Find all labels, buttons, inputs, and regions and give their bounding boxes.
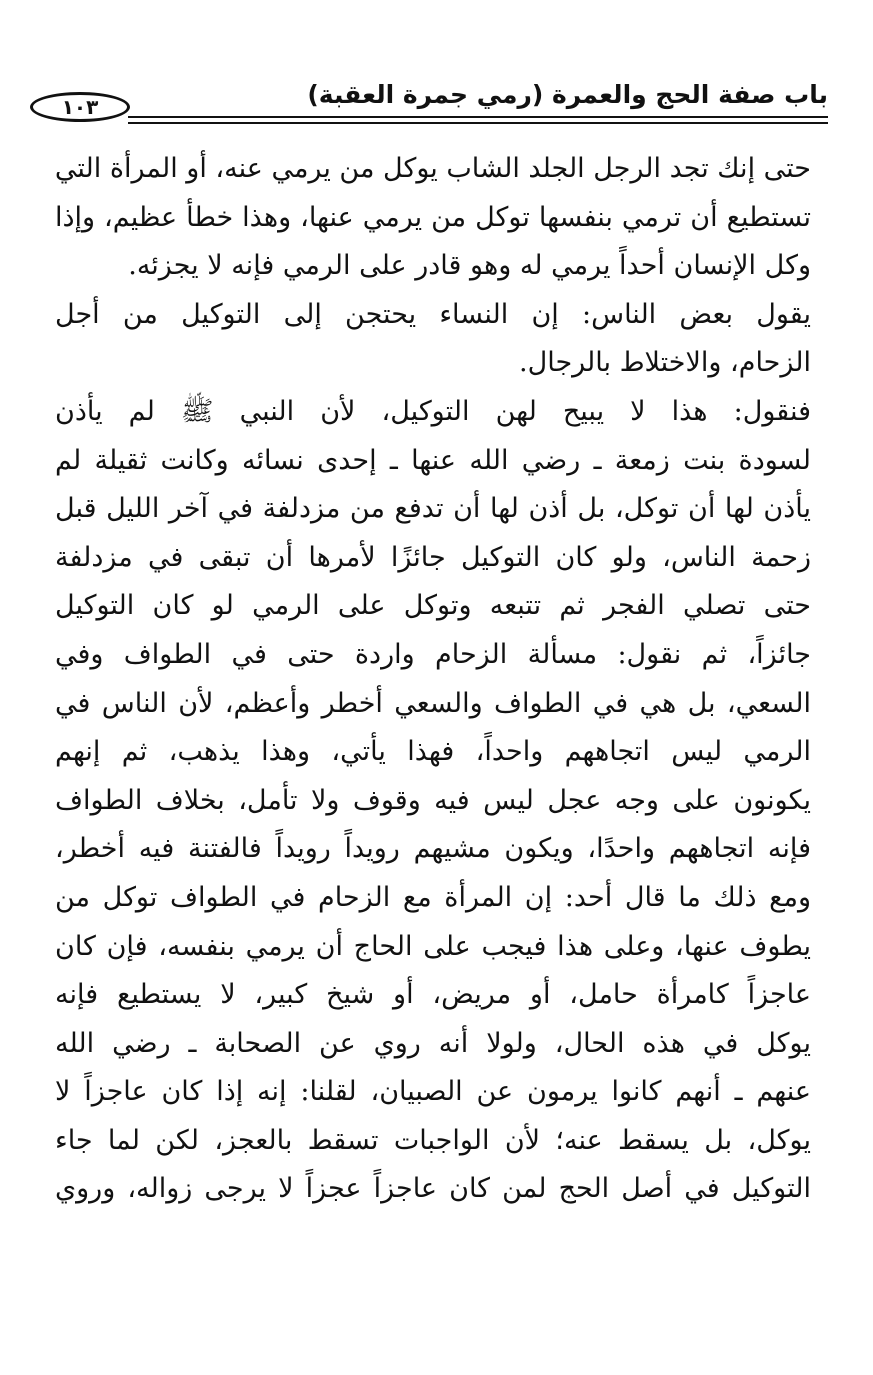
text-line: يكونون على وجه عجل ليس فيه وقوف ولا تأمل، بخلاف الطواف xyxy=(55,784,811,816)
text-line: التوكيل في أصل الحج لمن كان عاجزاً عجزاً لا يرجى زواله، وروي xyxy=(55,1173,811,1205)
header-rule xyxy=(128,122,828,124)
text-line: حتى تصلي الفجر ثم تتبعه وتوكل على الرمي لو كان التوكيل xyxy=(55,590,811,622)
text-line: يطوف عنها، وعلى هذا فيجب على الحاج أن يرمي بنفسه، فإن كان xyxy=(55,930,811,962)
page-number: ١٠٣ xyxy=(30,92,130,122)
text-line: يقول بعض الناس: إن النساء يحتجن إلى التوكيل من أجل xyxy=(55,298,811,330)
text-line: ومع ذلك ما قال أحد: إن المرأة مع الزحام في الطواف توكل من xyxy=(55,881,811,913)
text-line: حتى إنك تجد الرجل الجلد الشاب يوكل من يرمي عنه، أو المرأة التي xyxy=(54,153,811,184)
text-line: فنقول: هذا لا يبيح لهن التوكيل، لأن النبي ﷺ لم يأذن xyxy=(55,395,811,427)
text-line: عاجزاً كامرأة حامل، أو مريض، أو شيخ كبير، لا يستطيع فإنه xyxy=(55,979,811,1011)
header-rule xyxy=(128,116,828,118)
text-line: لسودة بنت زمعة ـ رضي الله عنها ـ إحدى نسائه وكانت ثقيلة لم xyxy=(55,444,811,476)
text-line: عنهم ـ أنهم كانوا يرمون عن الصبيان، لقلنا: إنه إذا كان عاجزاً لا xyxy=(55,1076,811,1108)
text-line: السعي، بل هي في الطواف والسعي أخطر وأعظم، لأن الناس في xyxy=(55,687,811,719)
text-line: جائزاً، ثم نقول: مسألة الزحام واردة حتى في الطواف وفي xyxy=(55,638,811,670)
text-line: الزحام، والاختلاط بالرجال. xyxy=(519,347,811,379)
text-line: تستطيع أن ترمي بنفسها توكل من يرمي عنها، وهذا خطأ عظيم، وإذا xyxy=(55,201,811,233)
text-line: يوكل، بل يسقط عنه؛ لأن الواجبات تسقط بالعجز، لكن لما جاء xyxy=(55,1124,811,1156)
text-line: فإنه اتجاههم واحدًا، ويكون مشيهم رويداً رويداً فالفتنة فيه أخطر، xyxy=(55,833,811,865)
text-line: يأذن لها أن توكل، بل أذن لها أن تدفع من مزدلفة في آخر الليل قبل xyxy=(55,493,811,525)
text-line: وكل الإنسان أحداً يرمي له وهو قادر على الرمي فإنه لا يجزئه. xyxy=(128,250,811,282)
text-line: الرمي ليس اتجاههم واحداً، فهذا يأتي، وهذا يذهب، ثم إنهم xyxy=(55,736,811,768)
text-line: زحمة الناس، ولو كان التوكيل جائزًا لأمرها أن تبقى في مزدلفة xyxy=(55,541,811,573)
text-line: يوكل في هذه الحال، ولولا أنه روي عن الصحابة ـ رضي الله xyxy=(55,1027,811,1059)
chapter-title: باب صفة الحج والعمرة (رمي جمرة العقبة) xyxy=(307,80,828,109)
body-text xyxy=(55,145,811,1214)
page-header xyxy=(20,78,828,128)
